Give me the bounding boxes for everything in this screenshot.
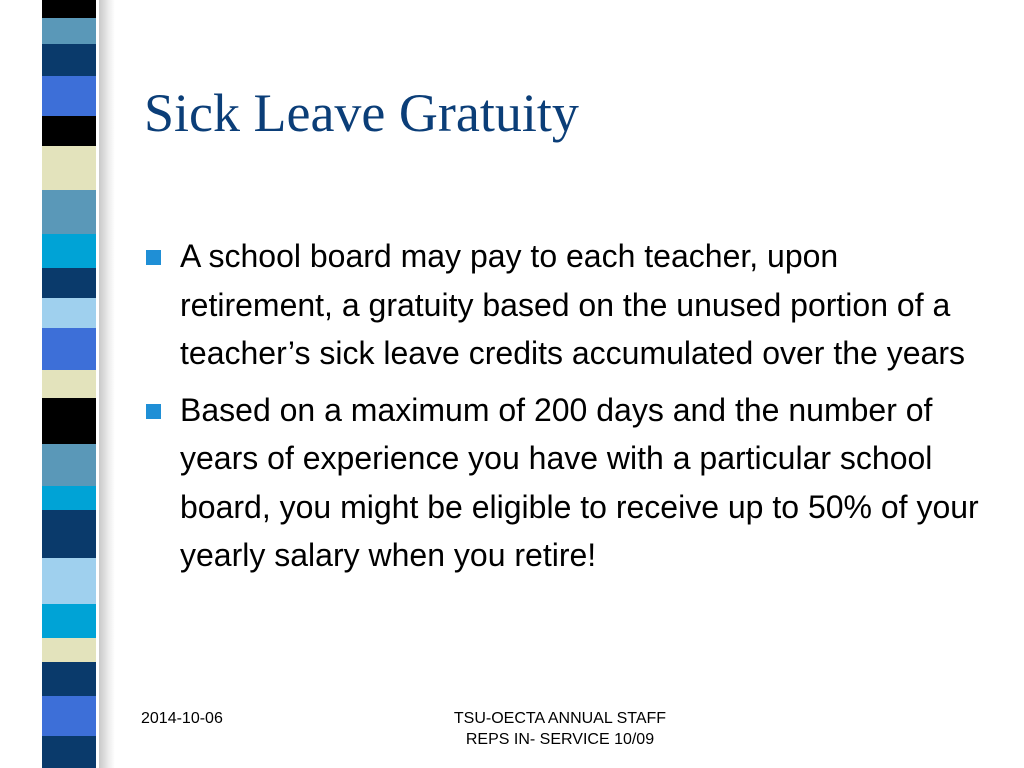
stripe-shadow	[99, 0, 115, 768]
stripe-block	[42, 146, 96, 190]
bullet-item	[146, 386, 996, 580]
stripe-block	[42, 604, 96, 638]
stripe-block	[42, 18, 96, 44]
stripe-block	[42, 486, 96, 510]
stripe-block	[42, 398, 96, 444]
stripe-block	[42, 662, 96, 696]
square-bullet-icon	[146, 404, 161, 419]
stripe-block	[42, 328, 96, 370]
stripe-block	[42, 510, 96, 558]
footer-date: 2014-10-06	[141, 710, 223, 727]
stripe-block	[42, 736, 96, 768]
stripe-block	[42, 76, 96, 116]
stripe-block	[42, 190, 96, 234]
stripe-block	[42, 638, 96, 662]
stripe-block	[42, 558, 96, 604]
stripe-block	[42, 44, 96, 76]
slide-title: Sick Leave Gratuity	[144, 83, 579, 143]
stripe-block	[42, 370, 96, 398]
footer-line-2: REPS IN- SERVICE 10/09	[465, 731, 655, 748]
stripe-block	[42, 298, 96, 328]
stripe-block	[42, 268, 96, 298]
bullet-item	[146, 232, 996, 378]
stripe-block	[42, 0, 96, 18]
footer-center-text	[380, 708, 740, 750]
stripe-block	[42, 234, 96, 268]
bullet-text: Based on a maximum of 200 days and the number of years of experience you have with a particular school board, you might be eligible to receive up to 50% of your yearly salary when you retire!	[180, 391, 979, 573]
square-bullet-icon	[146, 250, 161, 265]
bullet-text: A school board may pay to each teacher, upon retirement, a gratuity based on the unused portion of a teacher’s sick leave credits accumulated over the years	[180, 238, 965, 371]
stripe-block	[42, 116, 96, 146]
stripe-block	[42, 444, 96, 486]
bullet-list	[146, 232, 996, 588]
stripe-block	[42, 696, 96, 736]
decorative-stripe-bar	[0, 0, 115, 768]
footer-line-1: TSU-OECTA ANNUAL STAFF	[453, 710, 667, 727]
